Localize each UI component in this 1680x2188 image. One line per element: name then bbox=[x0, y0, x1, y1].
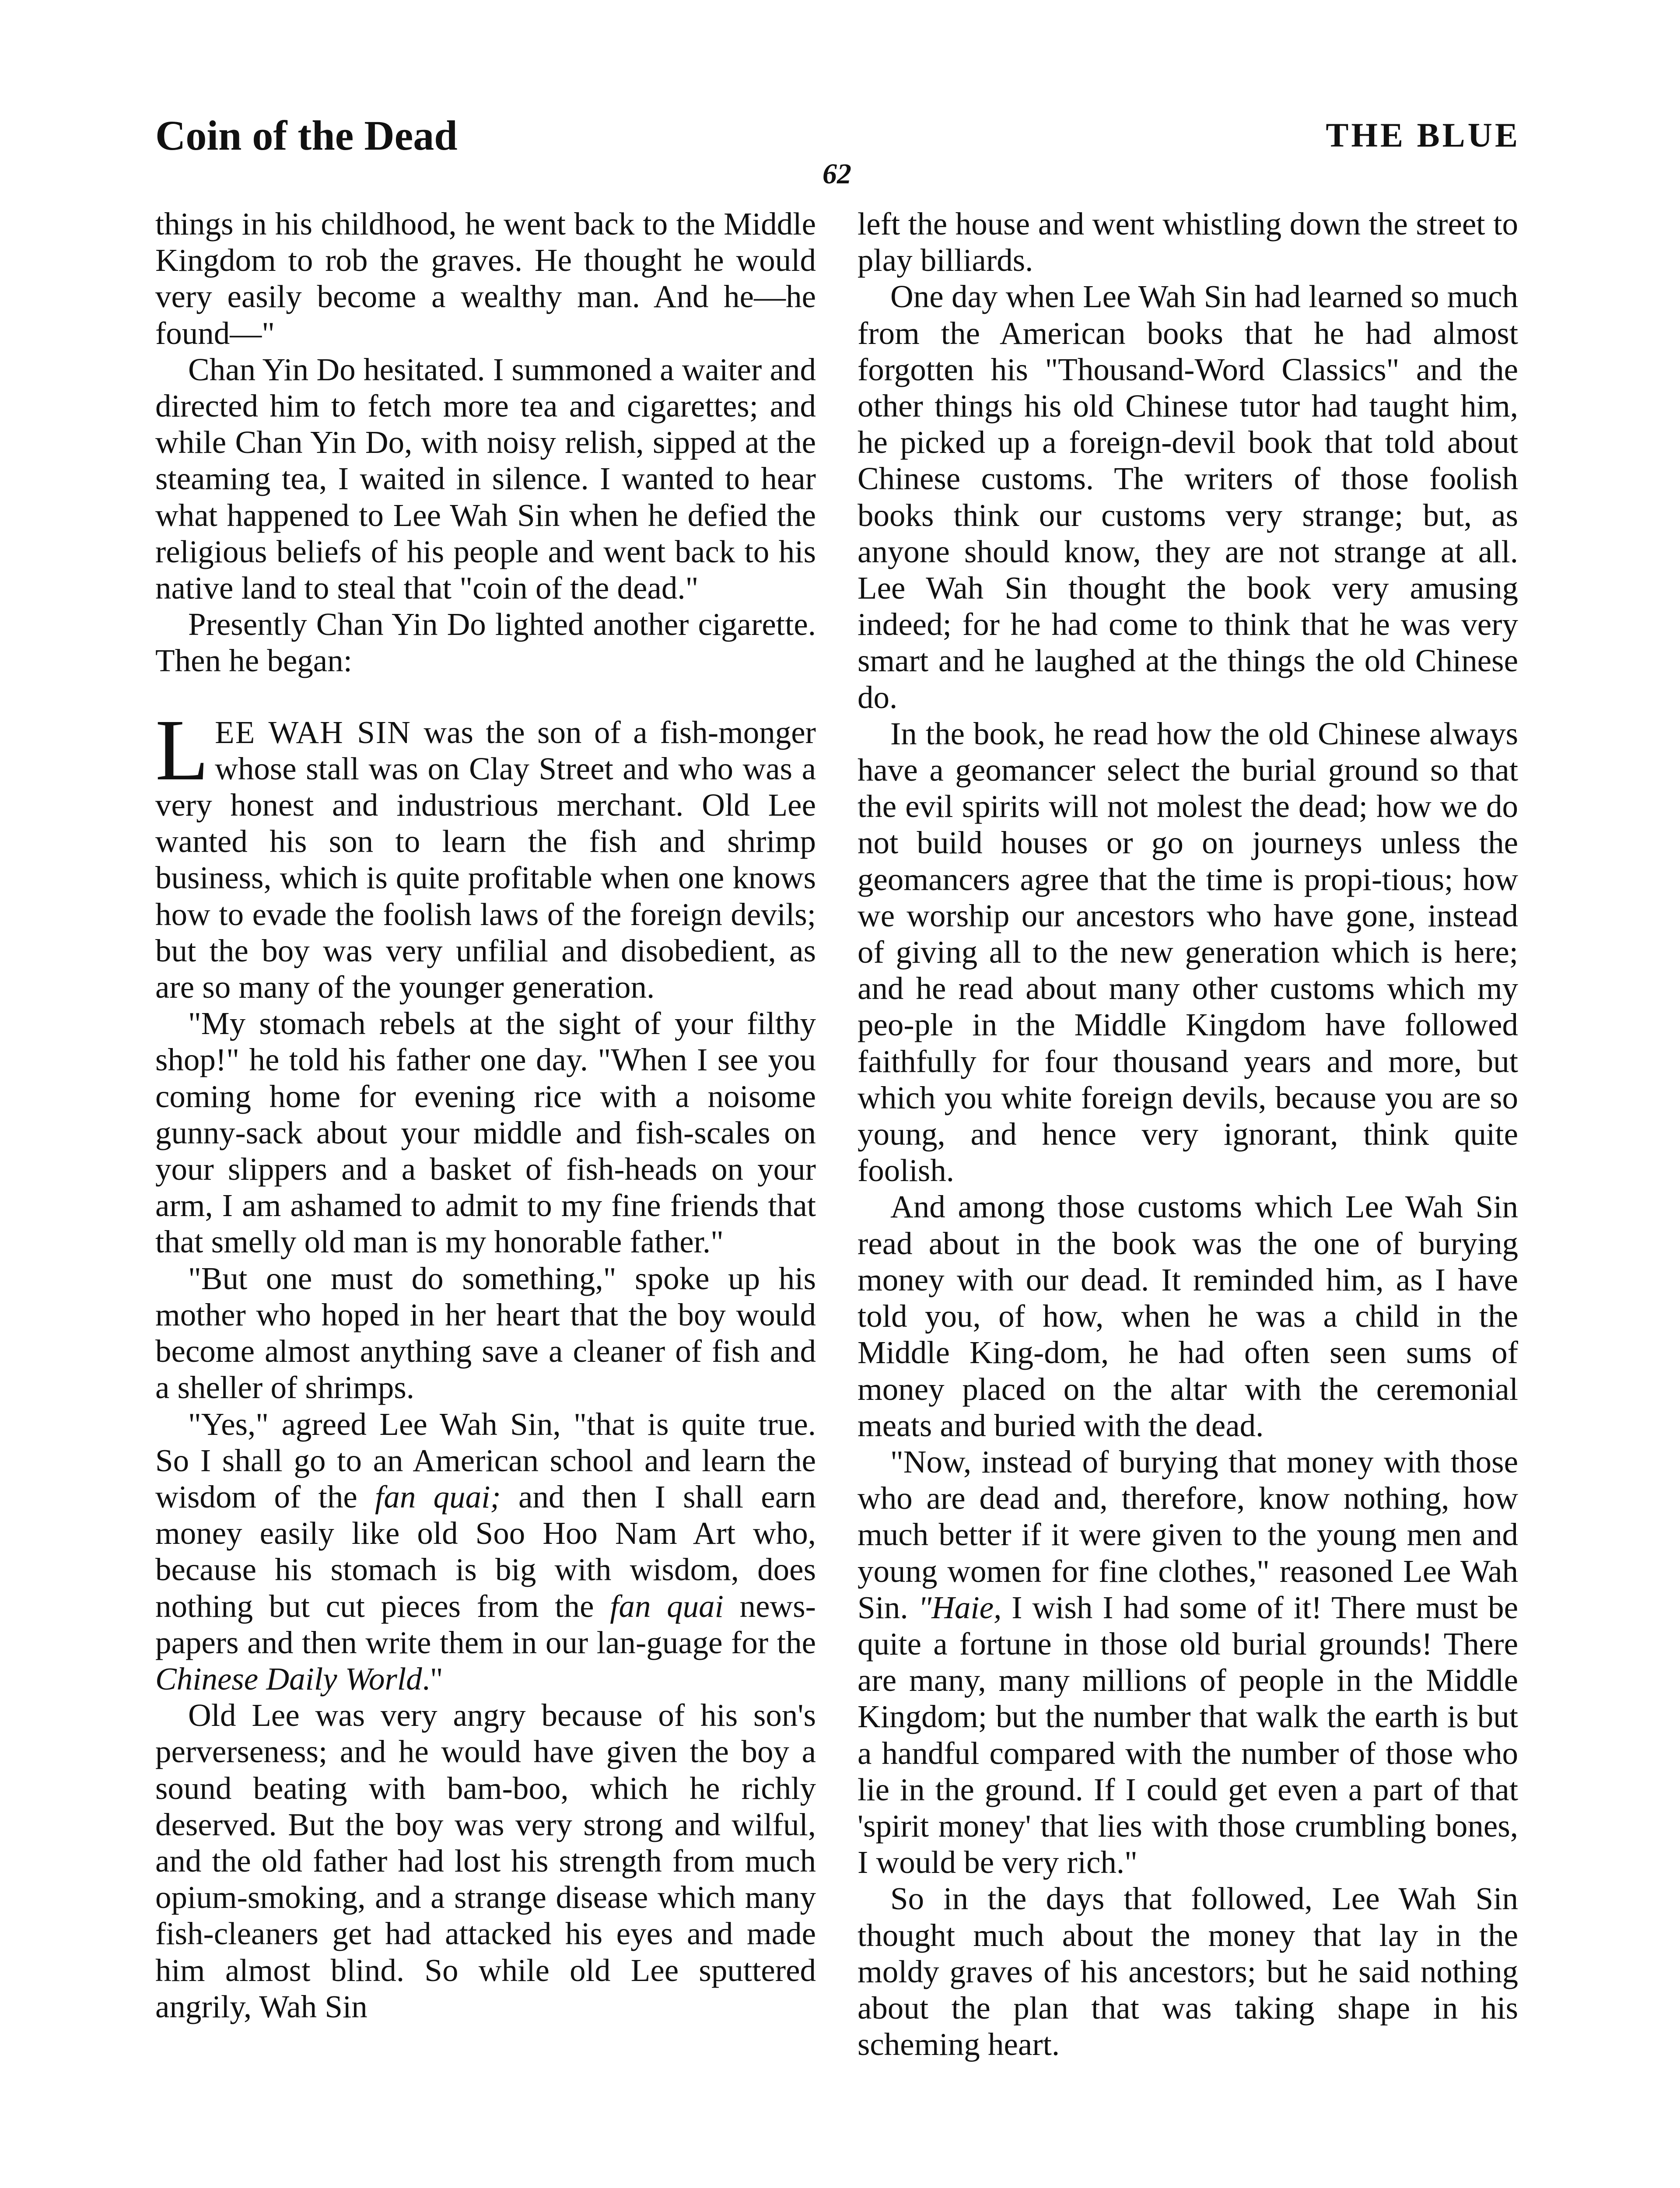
left-column bbox=[155, 206, 816, 2025]
magazine-name: THE BLUE bbox=[1326, 116, 1520, 154]
paragraph bbox=[858, 1444, 1518, 1880]
page-number: 62 bbox=[822, 158, 851, 190]
paragraph-text: news-papers and then write them in our lan-guage for the bbox=[155, 1588, 816, 1660]
paragraph: Old Lee was very angry because of his son's perverseness; and he would have given the boy a sound beating with bam-boo, which he richly deserved. But the boy was very strong and wilful, and the old father had lost his strength from much opium-smoking, and a strange disease which many fish-cleaners get had attacked his eyes and made him almost blind. So while old Lee sputtered angrily, Wah Sin bbox=[155, 1697, 816, 2024]
paragraph: Presently Chan Yin Do lighted another cigarette. Then he began: bbox=[155, 607, 816, 679]
italic-term: fan quai; bbox=[375, 1479, 501, 1515]
story-title: Coin of the Dead bbox=[155, 112, 458, 159]
paragraph: One day when Lee Wah Sin had learned so much from the American books that he had almost forgotten his "Thousand-Word Classics" and the other things his old Chinese tutor had taught him, he picked up a foreign-devil book that told about Chinese customs. The writers of those foolish books think our customs very strange; but, as anyone should know, they are not strange at all. Lee Wah Sin thought the book very amusing indeed; for he had come to think that he was very smart and he laughed at the things the old Chinese do. bbox=[858, 279, 1518, 715]
paragraph-text: and then I shall earn money easily like old Soo Hoo Nam Art who, because his stomach is big with wisdom, does nothing but cut pieces from the bbox=[155, 1479, 816, 1624]
paragraph-text: ." bbox=[422, 1661, 443, 1697]
paragraph: In the book, he read how the old Chinese always have a geomancer select the burial ground so that the evil spirits will not molest the dead; how we do not build houses or go on journeys unless the geomancers agree that the time is propi-tious; how we worship our ancestors who have gone, instead of giving all to the new generation which is here; and he read about many other customs which my peo-ple in the Middle Kingdom have followed faithfully for four thousand years and more, but which you white foreign devils, because you are so young, and hence very ignorant, think quite foolish. bbox=[858, 715, 1518, 1189]
paragraph-text: "Now, instead of burying that money with those who are dead and, therefore, know nothing, how much better if it were given to the young men and young women for fine clothes," reasoned Lee Wah Sin. bbox=[858, 1444, 1518, 1625]
paragraph: And among those customs which Lee Wah Sin read about in the book was the one of burying money with our dead. It reminded him, as I have told you, of how, when he was a child in the Middle King-dom, he had often seen sums of money placed on the altar with the ceremonial meats and buried with the dead. bbox=[858, 1189, 1518, 1443]
paragraph: Chan Yin Do hesitated. I summoned a waiter and directed him to fetch more tea and cigarettes; and while Chan Yin Do, with noisy relish, sipped at the steaming tea, I waited in silence. I wanted to hear what happened to Lee Wah Sin when he defied the religious beliefs of his people and went back to his native land to steal that "coin of the dead." bbox=[155, 351, 816, 606]
paragraph: So in the days that followed, Lee Wah Sin thought much about the money that lay in the moldy graves of his ancestors; but he said nothing about the plan that was taking shape in his scheming heart. bbox=[858, 1881, 1518, 2062]
paragraph-text: "Yes," agreed Lee Wah Sin, "that is quite true. So I shall go to an American school and learn the wisdom of the bbox=[155, 1406, 816, 1515]
paragraph: "But one must do something," spoke up his mother who hoped in her heart that the boy would become almost anything save a cleaner of fish and a sheller of shrimps. bbox=[155, 1260, 816, 1406]
paragraph: things in his childhood, he went back to the Middle Kingdom to rob the graves. He thought he would very easily become a wealthy man. And he—he found—" bbox=[155, 206, 816, 351]
right-column bbox=[858, 206, 1518, 2062]
paragraph-text: I wish I had some of it! There must be quite a fortune in those old burial grounds! There are many, many millions of people in the Middle Kingdom; but the number that walk the earth is but a handful compared with the number of those who lie in the ground. If I could get even a part of that 'spirit money' that lies with those crumbling bones, I would be very rich." bbox=[858, 1589, 1518, 1880]
paragraph bbox=[155, 1406, 816, 1697]
paragraph-text: was the son of a fish-monger whose stall was on Clay Street and who was a very honest and industrious merchant. Old Lee wanted his son to learn the fish and shrimp business, which is quite profitable when one knows how to evade the foolish laws of the foreign devils; but the boy was very unfilial and disobedient, as are so many of the younger generation. bbox=[155, 714, 816, 1005]
dropcap-paragraph bbox=[155, 701, 816, 1006]
italic-term: "Haie, bbox=[918, 1589, 1002, 1625]
italic-term: fan quai bbox=[610, 1588, 724, 1624]
lead-in-caps: EE WAH SIN bbox=[215, 714, 411, 750]
paragraph: "My stomach rebels at the sight of your filthy shop!" he told his father one day. "When I see you coming home for evening rice with a noisome gunny-sack about your middle and fish-scales on your slippers and a basket of fish-heads on your arm, I am ashamed to admit to my fine friends that that smelly old man is my honorable father." bbox=[155, 1006, 816, 1260]
italic-term: Chinese Daily World bbox=[155, 1661, 422, 1697]
drop-cap: L bbox=[155, 701, 209, 799]
paragraph: left the house and went whistling down the street to play billiards. bbox=[858, 206, 1518, 278]
